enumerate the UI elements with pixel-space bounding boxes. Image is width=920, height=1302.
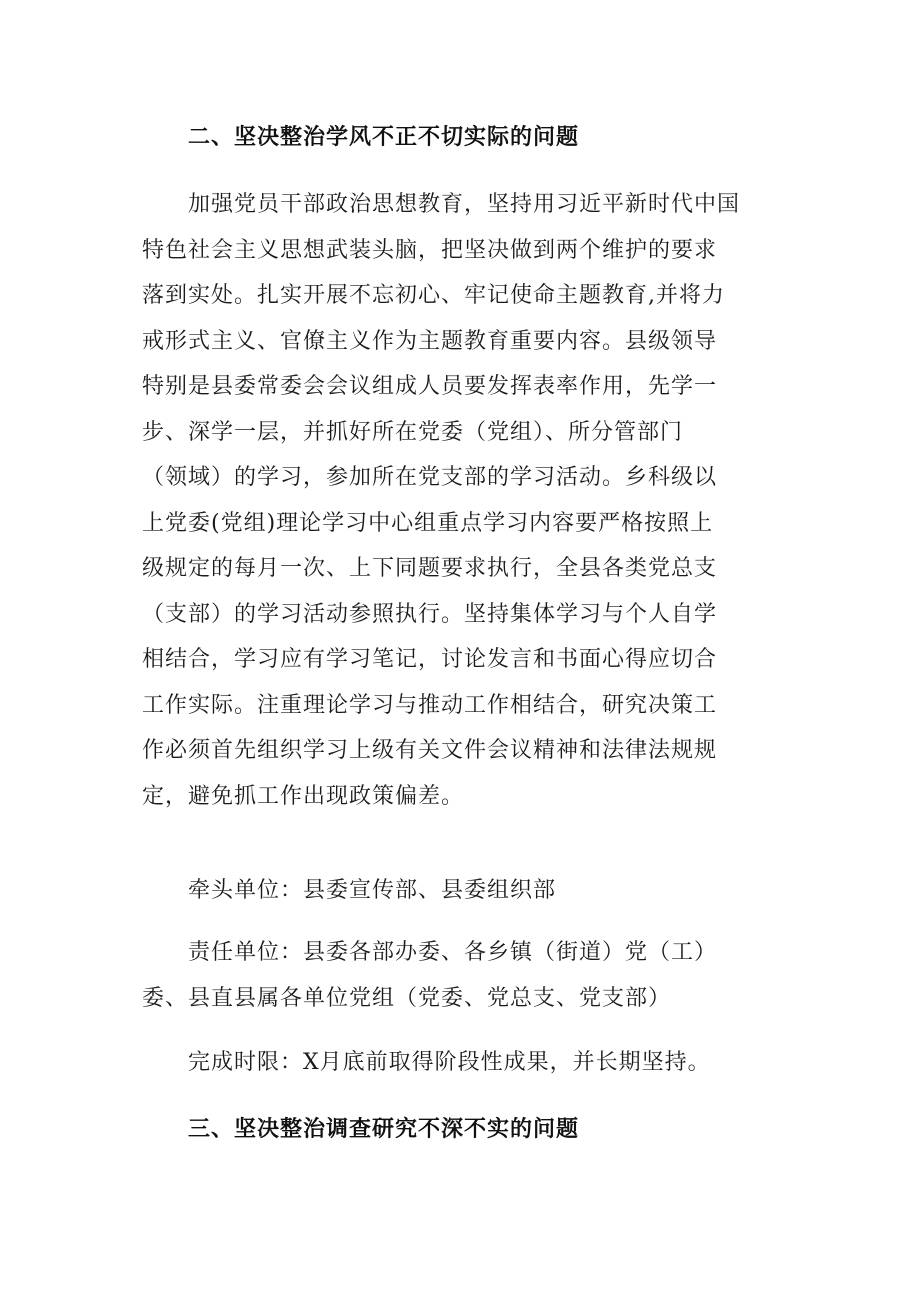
paragraph-line: 作必须首先组织学习上级有关文件会议精神和法律法规规 bbox=[142, 738, 718, 763]
paragraph-line: 步、深学一层，并抓好所在党委（党组）、所分管部门 bbox=[142, 419, 684, 445]
section-3-heading: 三、坚决整治调查研究不深不实的问题 bbox=[188, 1117, 580, 1142]
lead-unit-block bbox=[142, 868, 782, 914]
responsible-unit-block bbox=[142, 930, 782, 1021]
paragraph-line: 戒形式主义、官僚主义作为主题教育重要内容。县级领导 bbox=[142, 328, 718, 354]
paragraph-line: 特色社会主义思想武装头脑，把坚决做到两个维护的要求 bbox=[142, 237, 718, 263]
responsible-unit-line: 委、县直县属各单位党组（党委、党总支、党支部） bbox=[142, 985, 672, 1011]
responsible-unit-line: 责任单位：县委各部办委、各乡镇（街道）党（工） bbox=[188, 940, 718, 965]
paragraph-line: 上党委(党组)理论学习中心组重点学习内容要严格按照上 bbox=[142, 510, 714, 536]
paragraph-line: （领域）的学习，参加所在党支部的学习活动。乡科级以 bbox=[142, 465, 718, 490]
deadline-text: 完成时限：X月底前取得阶段性成果，并长期坚持。 bbox=[188, 1050, 711, 1075]
paragraph-line: 定，避免抓工作出现政策偏差。 bbox=[142, 783, 465, 809]
lead-unit-text: 牵头单位：县委宣传部、县委组织部 bbox=[188, 878, 557, 903]
paragraph-line: 落到实处。扎实开展不忘初心、牢记使命主题教育,并将力 bbox=[142, 283, 725, 308]
section-2-heading: 二、坚决整治学风不正不切实际的问题 bbox=[188, 125, 580, 150]
paragraph-line: 加强党员干部政治思想教育，坚持用习近平新时代中国 bbox=[188, 192, 741, 217]
paragraph-line: 相结合，学习应有学习笔记，讨论发言和书面心得应切合 bbox=[142, 647, 718, 672]
paragraph-line: 级规定的每月一次、上下同题要求执行，全县各类党总支 bbox=[142, 556, 718, 581]
paragraph-line: 特别是县委常委会会议组成人员要发挥表率作用，先学一 bbox=[142, 374, 718, 399]
paragraph-line: （支部）的学习活动参照执行。坚持集体学习与个人自学 bbox=[142, 601, 718, 627]
paragraph-line: 工作实际。注重理论学习与推动工作相结合，研究决策工 bbox=[142, 692, 718, 718]
deadline-block bbox=[142, 1040, 782, 1086]
section-2-paragraph bbox=[142, 182, 782, 819]
